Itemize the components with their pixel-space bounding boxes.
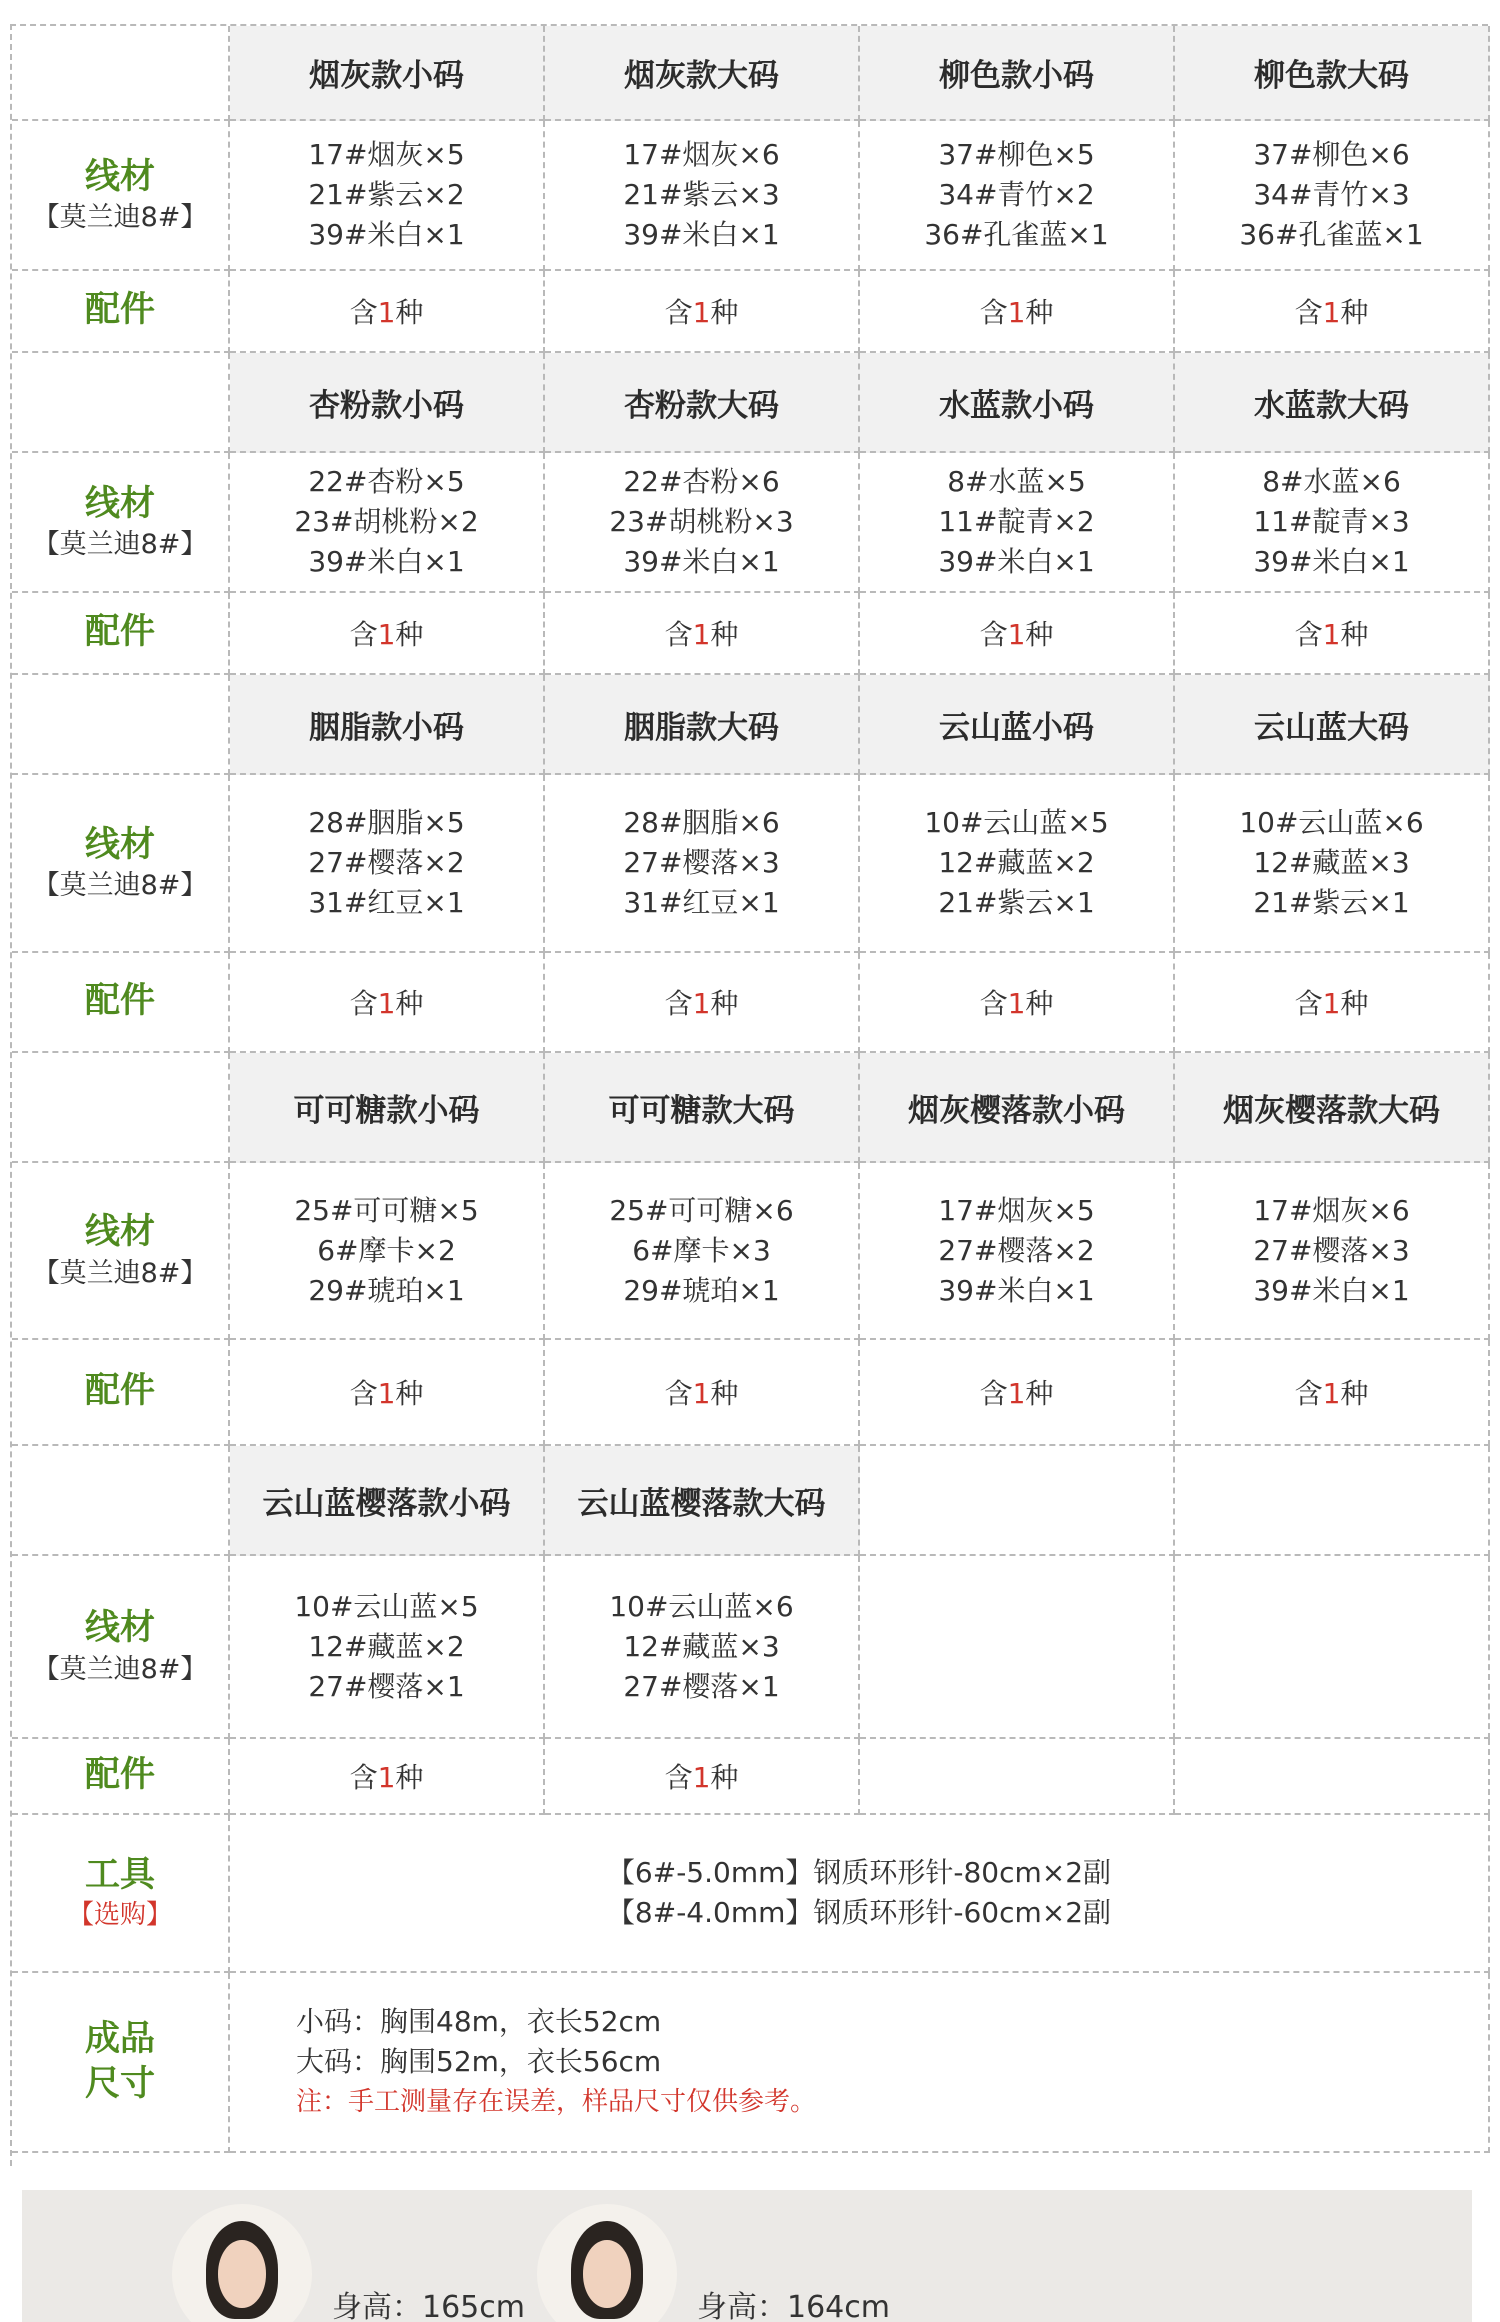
yarn-cell [545,775,860,953]
yarn-line: 11#靛青×3 [1253,505,1410,538]
yarn-row-label [12,1163,230,1340]
accessory-prefix: 含 [664,1377,693,1410]
tools-note: 【选购】 [67,1899,172,1930]
accessory-count: 1 [1007,296,1026,329]
variant-header [545,1053,860,1163]
accessory-prefix: 含 [1294,1377,1323,1410]
yarn-title: 线材 [84,156,155,197]
yarn-cell [860,1163,1175,1340]
accessory-prefix: 含 [1294,987,1323,1020]
variant-header-label: 云山蓝小码 [939,709,1094,746]
yarn-title: 线材 [84,483,155,524]
yarn-line: 39#米白×1 [308,545,465,578]
yarn-line: 10#云山蓝×6 [609,1589,794,1623]
accessory-suffix: 种 [395,618,424,651]
variant-header-label: 水蓝款大码 [1254,387,1409,424]
variant-header [545,1446,860,1556]
tools-cell [230,1815,1490,1973]
accessory-count: 1 [1322,1377,1341,1410]
variant-header [860,675,1175,775]
variant-header [230,675,545,775]
accessory-count: 1 [1007,618,1026,651]
yarn-row-label [12,1556,230,1739]
yarn-line: 17#烟灰×5 [938,1193,1095,1227]
accessory-cell [860,953,1175,1053]
yarn-line: 17#烟灰×6 [623,138,780,171]
yarn-line: 12#藏蓝×2 [938,846,1095,879]
variant-header [230,1446,545,1556]
yarn-line: 22#杏粉×5 [308,465,465,498]
accessory-count: 1 [692,618,711,651]
accessory-text [665,613,739,653]
yarn-cell [860,453,1175,593]
yarn-cell [1175,453,1490,593]
yarn-cell [545,1556,860,1739]
yarn-line: 8#水蓝×5 [947,465,1086,498]
accessory-count: 1 [692,1377,711,1410]
variant-header-label: 杏粉款小码 [309,387,464,424]
accessory-text [980,1372,1054,1412]
yarn-title: 线材 [84,824,155,865]
accessory-cell [545,1340,860,1446]
accessory-text [980,982,1054,1022]
yarn-cell [1175,1163,1490,1340]
accessory-text [1295,1372,1369,1412]
accessory-count: 1 [377,618,396,651]
yarn-line: 27#樱落×2 [308,846,465,879]
accessory-prefix: 含 [664,296,693,329]
variant-header-label: 可可糖款大码 [608,1092,795,1129]
accessory-count: 1 [692,1761,711,1794]
model-height-2: 身高：164cm [697,2290,890,2322]
variant-header-label: 云山蓝樱落款大码 [577,1485,826,1522]
variant-header [230,353,545,453]
accessory-suffix: 种 [710,1761,739,1794]
variant-header-label: 可可糖款小码 [293,1092,480,1129]
yarn-cell [545,1163,860,1340]
header-corner [12,1446,230,1556]
accessory-prefix: 含 [664,618,693,651]
yarn-line: 10#云山蓝×5 [294,1589,479,1623]
accessory-cell [230,593,545,675]
variant-header [1175,26,1490,121]
accessory-prefix: 含 [1294,618,1323,651]
tool-line: 【8#-4.0mm】钢质环形针-60cm×2副 [606,1896,1112,1929]
accessory-count: 1 [1007,987,1026,1020]
yarn-line: 28#胭脂×6 [623,806,780,839]
accessory-cell [1175,953,1490,1053]
yarn-line: 12#藏蓝×3 [1253,846,1410,879]
yarn-cell [230,775,545,953]
variant-header-label: 云山蓝大码 [1254,709,1409,746]
accessory-suffix: 种 [1340,618,1369,651]
accessory-count: 1 [692,987,711,1020]
accessory-suffix: 种 [1340,1377,1369,1410]
yarn-line: 29#琥珀×1 [623,1273,780,1307]
yarn-line: 10#云山蓝×5 [924,806,1109,839]
yarn-cell [230,453,545,593]
yarn-line: 37#柳色×5 [938,138,1095,171]
accessory-suffix: 种 [395,987,424,1020]
accessory-prefix: 含 [664,987,693,1020]
accessory-count: 1 [1322,296,1341,329]
accessory-text [1295,291,1369,331]
accessory-count: 1 [1007,1377,1026,1410]
variant-header-label: 柳色款小码 [939,58,1094,94]
accessory-count: 1 [377,1761,396,1794]
yarn-title: 线材 [84,1608,155,1649]
size-title-line: 成品 [84,2018,155,2059]
tool-line: 【6#-5.0mm】钢质环形针-80cm×2副 [606,1856,1112,1889]
accessory-prefix: 含 [349,618,378,651]
yarn-line: 39#米白×1 [938,1273,1095,1307]
accessory-suffix: 种 [395,1377,424,1410]
size-small: 小码：胸围48m，衣长52cm [296,2005,662,2038]
accessory-cell [860,1739,1175,1815]
tools-row-label [12,1815,230,1973]
yarn-line: 39#米白×1 [623,218,780,251]
accessory-prefix: 含 [979,618,1008,651]
header-corner [12,26,230,121]
yarn-line: 27#樱落×3 [1253,1233,1410,1267]
yarn-line: 27#樱落×2 [938,1233,1095,1267]
accessory-text [350,1372,424,1412]
accessory-suffix: 种 [395,1761,424,1794]
yarn-title: 线材 [84,1212,155,1253]
variant-header-label: 胭脂款小码 [309,709,464,746]
yarn-line: 34#青竹×3 [1253,178,1410,211]
yarn-line: 39#米白×1 [1253,545,1410,578]
accessory-cell [860,1340,1175,1446]
accessory-cell [230,1739,545,1815]
yarn-cell [230,121,545,271]
yarn-line: 21#紫云×3 [623,178,780,211]
accessory-prefix: 含 [349,987,378,1020]
variant-header [1175,1053,1490,1163]
variant-header [545,26,860,121]
yarn-line: 25#可可糖×5 [294,1193,479,1227]
accessory-text [1295,982,1369,1022]
variant-header [230,1053,545,1163]
yarn-cell [545,121,860,271]
accessory-cell [1175,593,1490,675]
accessory-text [350,1756,424,1796]
accessory-text [665,1372,739,1412]
accessory-row-label [12,1739,230,1815]
model-height-1: 身高：165cm [332,2290,525,2322]
accessory-prefix: 含 [1294,296,1323,329]
accessory-prefix: 含 [349,1761,378,1794]
accessory-text [980,613,1054,653]
header-corner [12,1053,230,1163]
variant-header-label: 胭脂款大码 [624,709,779,746]
accessory-text [350,613,424,653]
yarn-line: 27#樱落×3 [623,846,780,879]
accessory-cell [230,953,545,1053]
accessory-suffix: 种 [1340,987,1369,1020]
yarn-line: 11#靛青×2 [938,505,1095,538]
yarn-line: 31#红豆×1 [308,886,465,919]
accessory-title: 配件 [84,1371,155,1412]
variant-header [1175,675,1490,775]
yarn-cell [1175,1556,1490,1739]
spec-table [10,24,1488,2166]
accessory-text [350,982,424,1022]
accessory-cell [860,593,1175,675]
yarn-line: 6#摩卡×3 [632,1233,771,1267]
accessory-count: 1 [377,1377,396,1410]
yarn-line: 34#青竹×2 [938,178,1095,211]
variant-header [860,26,1175,121]
yarn-line: 8#水蓝×6 [1262,465,1401,498]
model-photo-1 [172,2204,312,2322]
variant-header-label: 水蓝款小码 [939,387,1094,424]
tools-title: 工具 [84,1855,155,1896]
accessory-suffix: 种 [1025,987,1054,1020]
accessory-count: 1 [377,987,396,1020]
accessory-prefix: 含 [349,296,378,329]
size-cell [230,1973,1490,2153]
yarn-line: 39#米白×1 [1253,1273,1410,1307]
accessory-prefix: 含 [664,1761,693,1794]
yarn-cell [860,1556,1175,1739]
accessory-row-label [12,271,230,353]
accessory-title: 配件 [84,981,155,1022]
variant-header [545,675,860,775]
variant-header-label: 杏粉款大码 [624,387,779,424]
yarn-brand: 【莫兰迪8#】 [32,1653,208,1685]
accessory-row-label [12,1340,230,1446]
variant-header-label: 烟灰樱落款小码 [908,1092,1125,1129]
model-photo-2 [537,2204,677,2322]
accessory-suffix: 种 [710,987,739,1020]
yarn-line: 39#米白×1 [938,545,1095,578]
yarn-cell [230,1556,545,1739]
yarn-line: 22#杏粉×6 [623,465,780,498]
yarn-brand: 【莫兰迪8#】 [32,1257,208,1289]
accessory-count: 1 [377,296,396,329]
accessory-prefix: 含 [979,296,1008,329]
accessory-suffix: 种 [395,296,424,329]
yarn-row-label [12,121,230,271]
yarn-cell [1175,121,1490,271]
accessory-row-label [12,593,230,675]
yarn-line: 36#孔雀蓝×1 [1239,218,1424,251]
accessory-suffix: 种 [710,1377,739,1410]
variant-header-label: 烟灰款小码 [309,58,464,94]
accessory-cell [1175,1340,1490,1446]
yarn-line: 17#烟灰×6 [1253,1193,1410,1227]
accessory-prefix: 含 [349,1377,378,1410]
accessory-suffix: 种 [710,296,739,329]
yarn-line: 29#琥珀×1 [308,1273,465,1307]
accessory-cell [545,593,860,675]
variant-header-label: 云山蓝樱落款小码 [262,1485,511,1522]
yarn-cell [860,121,1175,271]
accessory-text [665,1756,739,1796]
accessory-row-label [12,953,230,1053]
yarn-brand: 【莫兰迪8#】 [32,870,208,902]
accessory-cell [545,953,860,1053]
accessory-title: 配件 [84,290,155,331]
yarn-line: 6#摩卡×2 [317,1233,456,1267]
variant-header [545,353,860,453]
yarn-row-label [12,453,230,593]
accessory-cell [1175,1739,1490,1815]
yarn-line: 37#柳色×6 [1253,138,1410,171]
yarn-line: 39#米白×1 [308,218,465,251]
accessory-title: 配件 [84,1755,155,1796]
yarn-line: 25#可可糖×6 [609,1193,794,1227]
accessory-suffix: 种 [710,618,739,651]
accessory-text [980,291,1054,331]
accessory-cell [1175,271,1490,353]
variant-header [1175,353,1490,453]
accessory-prefix: 含 [979,987,1008,1020]
variant-header [860,353,1175,453]
yarn-line: 21#紫云×2 [308,178,465,211]
variant-header-label: 柳色款大码 [1254,58,1409,94]
accessory-suffix: 种 [1025,618,1054,651]
accessory-text [1295,613,1369,653]
yarn-line: 36#孔雀蓝×1 [924,218,1109,251]
header-corner [12,675,230,775]
accessory-cell [545,271,860,353]
yarn-line: 21#紫云×1 [938,886,1095,919]
yarn-line: 27#樱落×1 [308,1669,465,1703]
variant-header-label: 烟灰樱落款大码 [1223,1092,1440,1129]
yarn-line: 12#藏蓝×3 [623,1629,780,1663]
yarn-line: 39#米白×1 [623,545,780,578]
accessory-count: 1 [692,296,711,329]
yarn-line: 28#胭脂×5 [308,806,465,839]
accessory-title: 配件 [84,612,155,653]
yarn-line: 17#烟灰×5 [308,138,465,171]
accessory-suffix: 种 [1025,1377,1054,1410]
yarn-line: 12#藏蓝×2 [308,1629,465,1663]
accessory-text [350,291,424,331]
yarn-line: 23#胡桃粉×3 [609,505,794,538]
size-title-line: 尺寸 [84,2064,155,2104]
accessory-text [665,982,739,1022]
accessory-cell [230,1340,545,1446]
variant-header [860,1053,1175,1163]
accessory-cell [545,1739,860,1815]
variant-header [230,26,545,121]
variant-header [1175,1446,1490,1556]
variant-header-label: 烟灰款大码 [624,58,779,94]
yarn-cell [860,775,1175,953]
accessory-prefix: 含 [979,1377,1008,1410]
yarn-brand: 【莫兰迪8#】 [32,529,208,561]
size-large: 大码：胸围52m，衣长56cm [296,2045,662,2078]
yarn-line: 21#紫云×1 [1253,886,1410,919]
model-strip [22,2190,1472,2322]
yarn-cell [230,1163,545,1340]
accessory-count: 1 [1322,987,1341,1020]
accessory-count: 1 [1322,618,1341,651]
yarn-line: 31#红豆×1 [623,886,780,919]
header-corner [12,353,230,453]
accessory-cell [860,271,1175,353]
accessory-text [665,291,739,331]
yarn-line: 10#云山蓝×6 [1239,806,1424,839]
yarn-cell [1175,775,1490,953]
accessory-cell [230,271,545,353]
yarn-line: 27#樱落×1 [623,1669,780,1703]
variant-header [860,1446,1175,1556]
accessory-suffix: 种 [1025,296,1054,329]
yarn-cell [545,453,860,593]
size-row-label [12,1973,230,2153]
accessory-suffix: 种 [1340,296,1369,329]
size-note: 注：手工测量存在误差，样品尺寸仅供参考。 [296,2087,817,2117]
yarn-line: 23#胡桃粉×2 [294,505,479,538]
yarn-row-label [12,775,230,953]
yarn-brand: 【莫兰迪8#】 [32,202,208,234]
